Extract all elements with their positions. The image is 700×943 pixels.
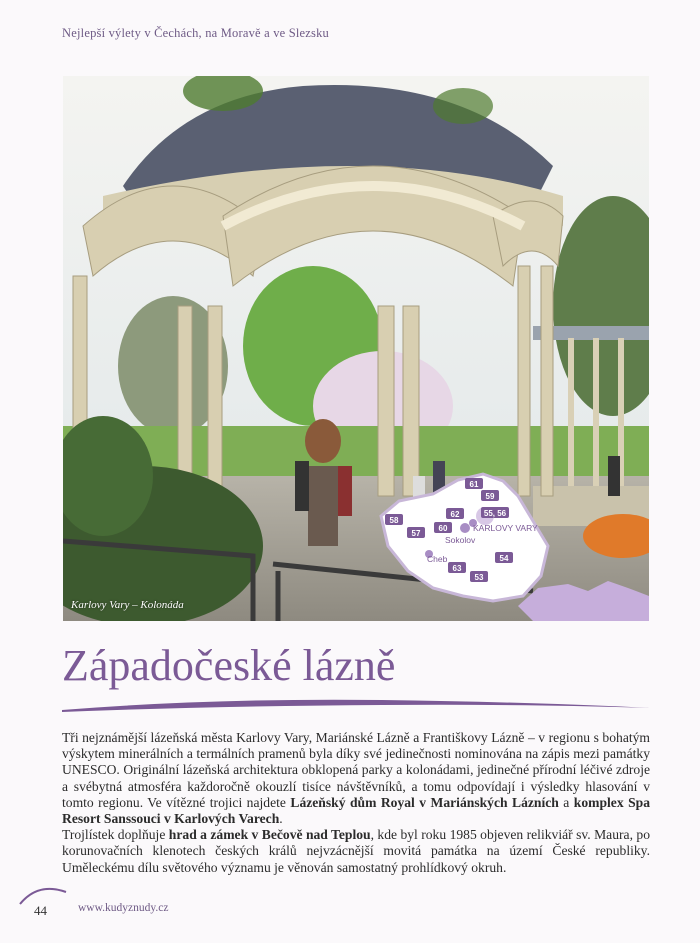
- running-head: Nejlepší výlety v Čechách, na Moravě a ve Slezsku: [62, 26, 330, 40]
- map-place-karlovy-vary: KARLOVY VARY: [473, 523, 538, 533]
- text: Trojlístek doplňuje: [62, 827, 169, 843]
- website-link[interactable]: www.kudyznudy.cz: [78, 902, 169, 914]
- map-badge-label: 53: [474, 573, 484, 582]
- city-dot-sokolov: [460, 523, 470, 533]
- czech-map-silhouette: [518, 581, 649, 621]
- map-badge-label: 58: [389, 516, 399, 525]
- map-badge-label: 60: [438, 524, 448, 533]
- highlight-becov: hrad a zámek v Bečově nad Teplou: [168, 827, 371, 843]
- map-place-cheb: Cheb: [427, 554, 448, 564]
- region-map: [63, 76, 649, 621]
- map-badge-label: 55, 56: [483, 509, 507, 518]
- photo-caption: Karlovy Vary – Kolonáda: [71, 599, 184, 611]
- map-badge-label: 57: [411, 529, 421, 538]
- map-badge-label: 63: [452, 564, 462, 573]
- highlight-sanssouci: komplex Spa Resort Sanssouci v Karlových Varech: [62, 794, 650, 827]
- text: .: [279, 811, 283, 827]
- page-title: Západočeské lázně: [62, 641, 396, 690]
- map-badge-label: 61: [469, 480, 479, 489]
- map-badge-label: 62: [450, 510, 460, 519]
- map-badge-label: 54: [499, 554, 509, 563]
- highlight-royal: Lázeňský dům Royal v Mariánských Lázních: [290, 794, 559, 810]
- title-swoosh: [62, 694, 652, 714]
- text: Tři nejznámější lázeňská města Karlovy Vary, Mariánské Lázně a Františkovy Lázně – v regionu s bohatým výskytem minerálních a termálních pramenů byla díky své jedinečnosti nominována na zápis mezi památky UNESCO. Originální lázeňská architektura obklopená parky a kolonádami, jedinečné přírodní léčivé zdroje a svébytná atmosféra každoročně okouzlí tisíce návštěvníků, a tomu odpovídají i výsledky hlasování v tomto regionu. Ve vítězné trojici najdete: [62, 730, 650, 810]
- article-body: [62, 730, 650, 876]
- paragraph-1: [62, 730, 650, 827]
- colonnade-photo: [63, 76, 649, 621]
- text: a: [558, 794, 574, 810]
- page-number: 44: [34, 903, 47, 918]
- map-place-sokolov: Sokolov: [445, 535, 476, 545]
- text: , kde byl roku 1985 objeven relikviář sv. Maura, po korunovačních klenotech českých králů nejvzácnější movitá památka na území České republiky. Uměleckému dílu světového významu je věnován samostatný prohlídkový okruh.: [62, 827, 650, 875]
- map-badge-label: 59: [485, 492, 495, 501]
- paragraph-2: [62, 827, 650, 876]
